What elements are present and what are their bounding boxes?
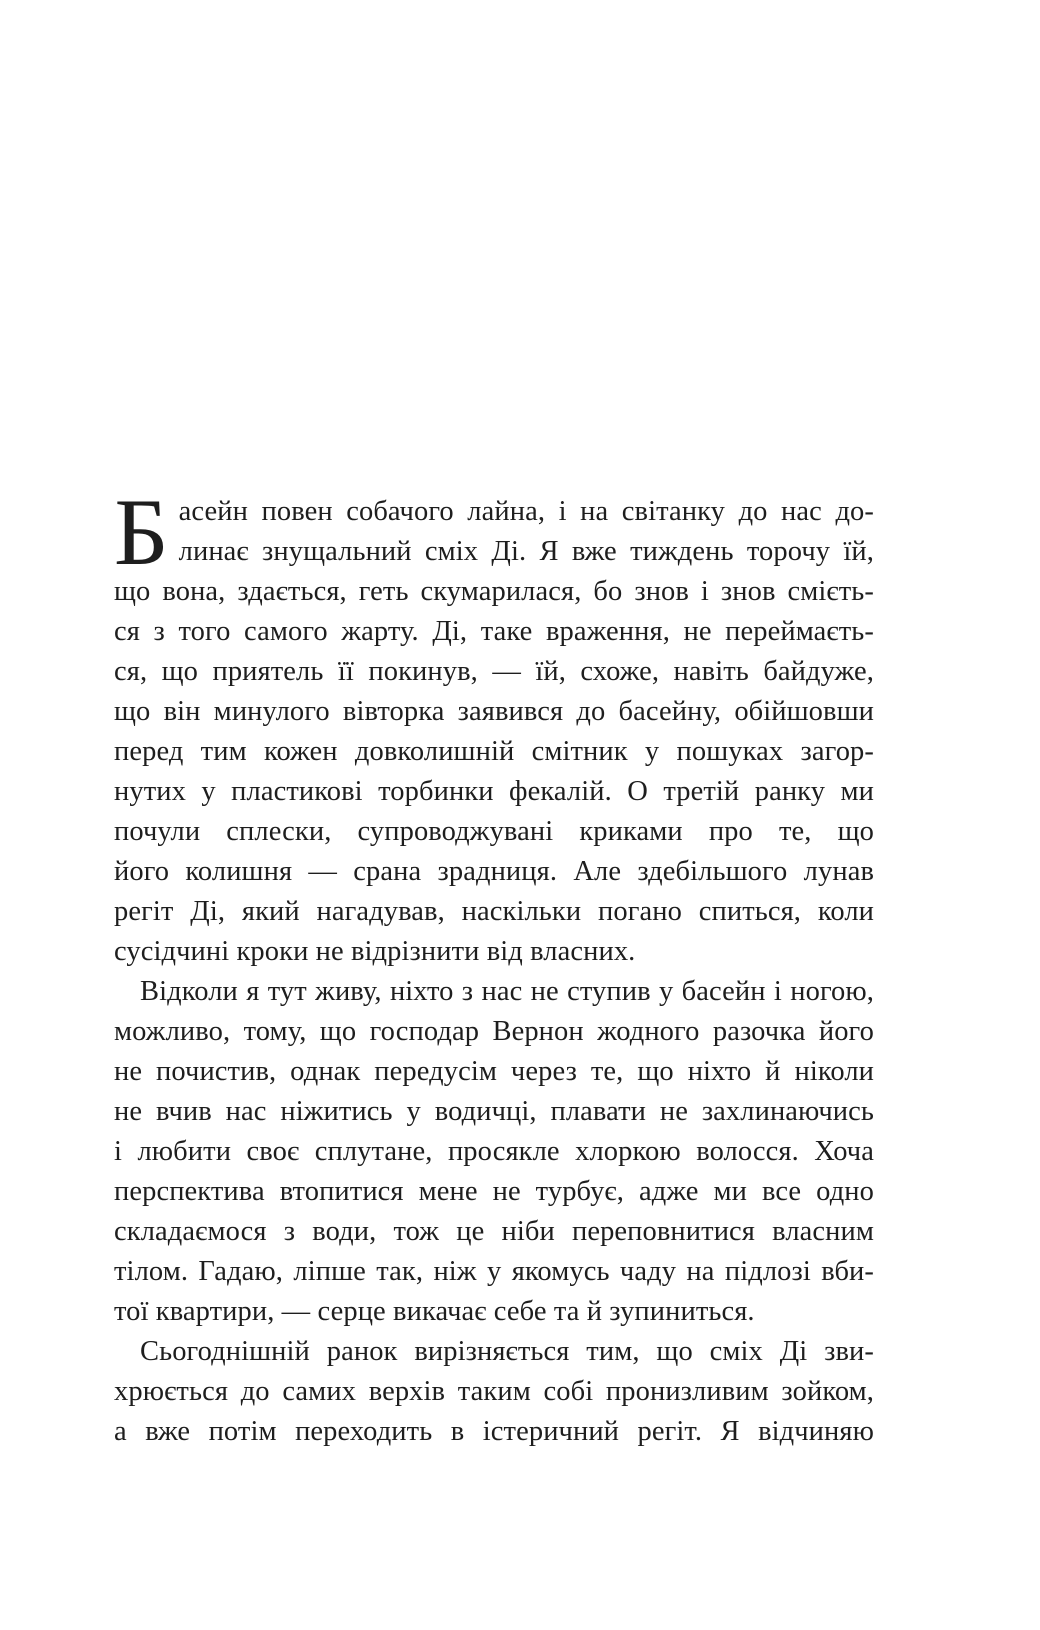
text-line-3: що вона, здається, геть скумарилася, бо знов і знов смієть-: [114, 576, 874, 607]
text-line-6: що він минулого вівторка заявився до басейну, обійшовши: [114, 696, 874, 727]
text-line-13: Відколи я тут живу, ніхто з нас не ступив у басейн і ногою,: [140, 976, 874, 1007]
text-line-16: не вчив нас ніжитись у водичці, плавати не захлинаючись: [114, 1096, 874, 1127]
paragraph-1: [114, 479, 874, 972]
text-line-19: складаємося з води, тож це ніби переповнитися власним: [114, 1216, 874, 1247]
text-line-18: перспектива втопитися мене не турбує, адже ми все одно: [114, 1176, 874, 1207]
text-line-9: почули сплески, супроводжувані криками про те, що: [114, 816, 874, 847]
text-line-8: нутих у пластикові торбинки фекалій. О третій ранку ми: [114, 776, 874, 807]
text-line-4: ся з того самого жарту. Ді, таке враження, не переймаєть-: [114, 616, 874, 647]
text-line-7: перед тим кожен довколишній смітник у пошуках загор-: [114, 736, 874, 767]
text-line-24: а вже потім переходить в істеричний регіт. Я відчиняю: [114, 1416, 874, 1447]
text-line-23: хрюється до самих верхів таким собі пронизливим зойком,: [114, 1376, 874, 1407]
text-line-21: тої квартири, — серце викачає себе та й зупиниться.: [114, 1296, 755, 1327]
paragraph-3: [114, 1332, 874, 1452]
text-line-20: тілом. Гадаю, ліпше так, ніж у якомусь чаду на підлозі вби-: [114, 1256, 874, 1287]
text-line-5: ся, що приятель її покинув, — їй, схоже, навіть байдуже,: [114, 656, 874, 687]
text-line-15: не почистив, однак передусім через те, що ніхто й ніколи: [114, 1056, 874, 1087]
text-line-10: його колишня — срана зрадниця. Але здебільшого лунав: [114, 856, 874, 887]
text-line-22: Сьогоднішній ранок вирізняється тим, що сміх Ді зви-: [140, 1336, 874, 1367]
text-line-17: і любити своє сплутане, просякле хлоркою волосся. Хоча: [114, 1136, 874, 1167]
text-line-12: сусідчині кроки не відрізнити від власних.: [114, 936, 636, 967]
text-line-14: можливо, тому, що господар Вернон жодного разочка його: [114, 1016, 874, 1047]
paragraph-2: [114, 972, 874, 1332]
text-line-2: линає знущальний сміх Ді. Я вже тиждень торочу їй,: [178, 536, 874, 567]
text-line-11: регіт Ді, який нагадував, наскільки погано спиться, коли: [114, 896, 874, 927]
drop-cap-letter: Б: [114, 479, 169, 585]
text-line-1: асейн повен собачого лайна, і на світанку до нас до-: [178, 496, 874, 527]
text-column: [114, 479, 874, 1452]
